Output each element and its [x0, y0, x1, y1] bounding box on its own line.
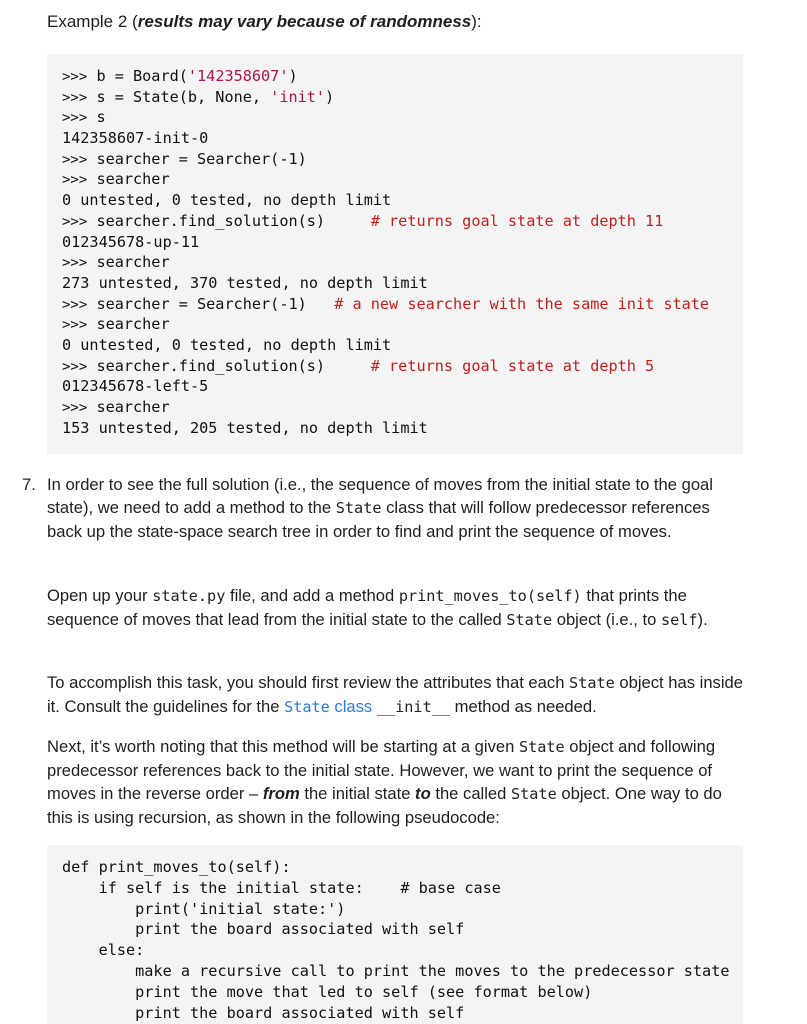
pseudocode-line: def print_moves_to(self): [62, 858, 291, 876]
code-line [47, 87, 743, 108]
code-comment: # a new searcher with the same init state [334, 294, 710, 313]
pseudocode-block [47, 845, 743, 1024]
code-comment: # returns goal state at depth 5 [370, 356, 655, 375]
code-line [47, 356, 743, 377]
code-text: ) [325, 87, 335, 106]
code-text: 273 untested, 370 tested, no depth limit [62, 273, 428, 292]
inline-code: state.py [152, 587, 226, 605]
pseudocode-line: print the board associated with self [62, 920, 465, 939]
list-number: 7. [22, 475, 36, 494]
repl-prompt: >>> [62, 110, 88, 127]
code-line [47, 314, 743, 335]
repl-prompt: >>> [62, 255, 88, 272]
code-text: 0 untested, 0 tested, no depth limit [62, 191, 392, 210]
code-text: searcher.find_solution(s) [87, 356, 371, 375]
code-string: '142358607' [187, 67, 289, 85]
item-7-paragraph-3: To accomplish this task, you should first review the attributes that each State object has inside it. Consult the guidelines for the State class __init__ method as needed. [47, 673, 744, 716]
heading-suffix: ): [471, 12, 482, 31]
code-line [47, 169, 743, 190]
pseudocode-line: print the move that led to self (see format below) [62, 982, 593, 1001]
code-line [47, 376, 743, 397]
code-line [47, 232, 743, 253]
pseudocode-line: print the board associated with self [62, 1003, 465, 1022]
code-text: searcher [87, 398, 170, 416]
pseudocode-line: if self is the initial state: # base case [62, 878, 501, 897]
item-7-paragraph-2: Open up your state.py file, and add a method print_moves_to(self) that prints the sequence of moves that lead from the initial state to the called State object (i.e., to self). [47, 586, 708, 629]
code-text: searcher = Searcher(-1) [87, 294, 335, 313]
inline-code: __init__ [376, 698, 451, 716]
inline-code: State [335, 499, 382, 517]
repl-prompt: >>> [62, 358, 88, 375]
code-comment: # returns goal state at depth 11 [370, 211, 664, 230]
inline-code: State [511, 785, 557, 803]
code-text: 0 untested, 0 tested, no depth limit [62, 335, 392, 354]
code-text: 153 untested, 205 tested, no depth limit [62, 418, 428, 437]
repl-prompt: >>> [62, 296, 88, 313]
item-7-paragraph-1: In order to see the full solution (i.e., the sequence of moves from the initial state to the goal state), we need to add a method to the State class that will follow predecessor references back up the state-space search tree in order to find and print the sequence of moves. [47, 475, 713, 541]
code-text: s = State(b, None, [87, 87, 271, 106]
inline-code: State [518, 738, 565, 756]
code-line [47, 211, 743, 232]
inline-code: self [660, 611, 698, 629]
state-class-link[interactable]: State class [284, 697, 373, 716]
code-line [47, 107, 743, 128]
code-text: searcher = Searcher(-1) [87, 149, 307, 168]
code-line [47, 294, 743, 315]
code-line [47, 335, 743, 356]
code-line [47, 252, 743, 273]
repl-prompt: >>> [62, 172, 88, 189]
heading-emphasis: results may vary because of randomness [137, 12, 472, 31]
inline-code: State [506, 611, 553, 629]
repl-prompt: >>> [62, 151, 88, 168]
code-text: searcher.find_solution(s) [87, 211, 371, 230]
repl-prompt: >>> [62, 89, 88, 106]
emphasis-to: to [415, 784, 431, 803]
code-line [47, 418, 743, 439]
pseudocode-line: make a recursive call to print the moves to the predecessor state [62, 961, 730, 980]
repl-prompt: >>> [62, 69, 88, 85]
inline-code: print_moves_to(self) [398, 587, 582, 605]
heading-prefix: Example 2 ( [47, 12, 138, 31]
code-line [47, 190, 743, 211]
code-text: 012345678-left-5 [62, 377, 209, 396]
code-string: 'init' [270, 87, 326, 106]
code-line [47, 397, 743, 418]
code-text: 142358607-init-0 [62, 129, 209, 148]
code-line [47, 149, 743, 170]
code-text: b = Board( [87, 67, 188, 85]
code-text: searcher [87, 253, 170, 272]
code-line [47, 128, 743, 149]
code-text: ) [288, 67, 298, 85]
code-text: searcher [87, 170, 170, 189]
code-text: 012345678-up-11 [62, 232, 200, 251]
code-text: s [87, 108, 106, 127]
code-line [47, 273, 743, 294]
example-code-block [47, 54, 743, 454]
pseudocode-line: print('initial state:') [62, 899, 346, 918]
repl-prompt: >>> [62, 317, 88, 334]
emphasis-from: from [262, 784, 300, 803]
code-text: searcher [87, 315, 170, 334]
repl-prompt: >>> [62, 213, 88, 230]
code-line [47, 66, 743, 87]
inline-code: State [569, 674, 615, 692]
item-7-paragraph-4: Next, it’s worth noting that this method will be starting at a given State object and following predecessor references back to the initial state. However, we want to print the sequence of moves in the reverse order – from the initial state to the called State object. One way to do this is using recursion, as shown in the following pseudocode: [47, 737, 722, 827]
example-heading [47, 10, 482, 34]
pseudocode-line: else: [62, 941, 145, 960]
repl-prompt: >>> [62, 400, 88, 416]
